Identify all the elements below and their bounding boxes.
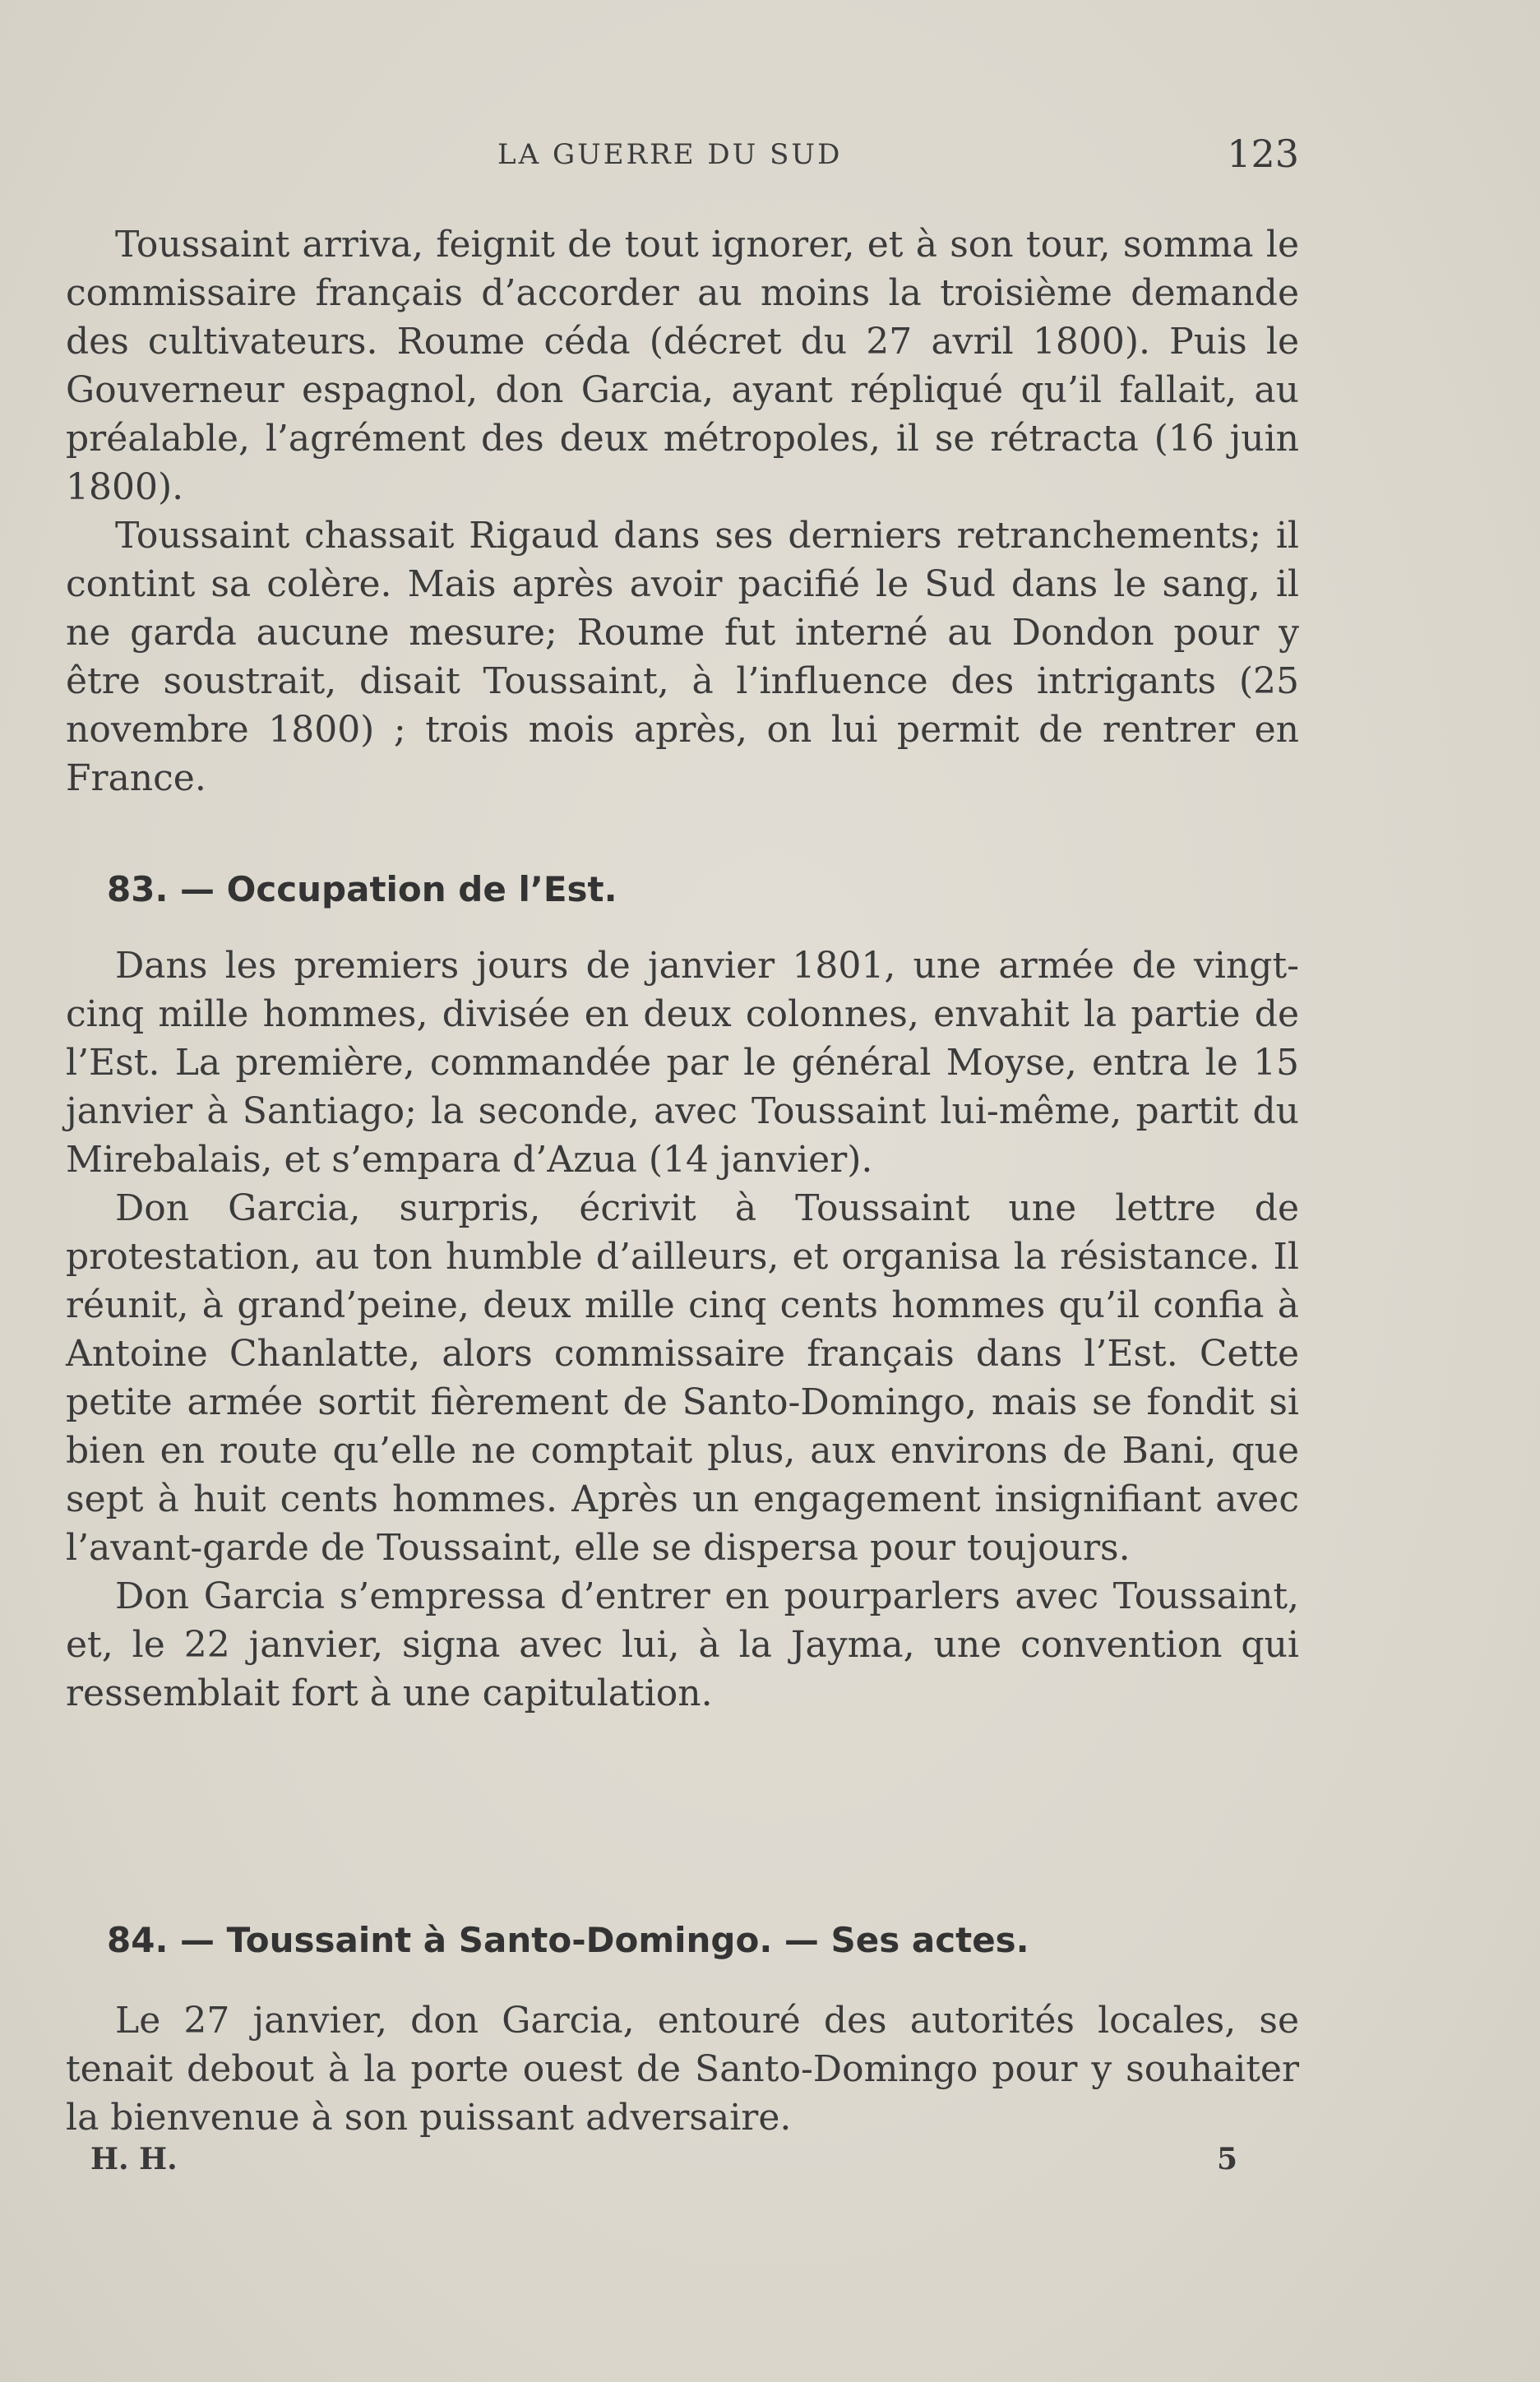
paragraph: Don Garcia, surpris, écrivit à Toussaint une lettre de protestation, au ton humble d’ailleurs, et organisa la résistance. Il réunit, à grand’peine, deux mille cinq cents hommes qu’il confia à Antoine Chanlatte, alors commissaire français dans l’Est. Cette petite armée sortit fièrement de Santo-Domingo, mais se fondit si bien en route qu’elle ne comptait plus, aux environs de Bani, que sept à huit cents hommes. Après un engagement insignifiant avec l’avant-garde de Toussaint, elle se dispersa pour toujours. (66, 1187, 1299, 1569)
section-83-body (66, 941, 1299, 1718)
paragraph: Le 27 janvier, don Garcia, entouré des autorités locales, se tenait debout à la porte ouest de Santo-Domingo pour y souhaiter la bienvenue à son puissant adversaire. (66, 2000, 1299, 2139)
section-heading: 84. — Toussaint à Santo-Domingo. — Ses actes. (107, 1920, 1029, 1960)
section-84-heading-block (66, 1916, 1299, 1964)
page-footer (90, 2142, 1242, 2183)
paragraph: Toussaint chassait Rigaud dans ses derniers retranchements; il contint sa colère. Mais après avoir pacifié le Sud dans le sang, il ne garda aucune mesure; Roume fut interné au Dondon pour y être soustrait, disait Toussaint, à l’influence des intrigants (25 novembre 1800) ; trois mois après, on lui permit de rentrer en France. (66, 515, 1299, 799)
paragraph: Dans les premiers jours de janvier 1801, une armée de vingt-cinq mille hommes, divisée en deux colonnes, envahit la partie de l’Est. La première, commandée par le général Moyse, entra le 15 janvier à Santiago; la seconde, avec Toussaint lui-même, partit du Mirebalais, et s’empara d’Azua (14 janvier). (66, 945, 1299, 1181)
section-heading: 83. — Occupation de l’Est. (107, 869, 617, 909)
section-83-heading-block (66, 865, 1299, 913)
page-header (66, 132, 1299, 181)
sheet-number: 5 (1217, 2142, 1238, 2176)
paragraph: Don Garcia s’empressa d’entrer en pourparlers avec Toussaint, et, le 22 janvier, signa avec lui, à la Jayma, une convention qui ressemblait fort à une capitulation. (66, 1575, 1299, 1714)
paragraph: Toussaint arriva, feignit de tout ignorer, et à son tour, somma le commissaire français d’accorder au moins la troisième demande des cultivateurs. Roume céda (décret du 27 avril 1800). Puis le Gouverneur espagnol, don Garcia, ayant répliqué qu’il fallait, au préalable, l’agrément des deux métropoles, il se rétracta (16 juin 1800). (66, 224, 1299, 508)
section-84-body (66, 1996, 1299, 2142)
signature-mark: H. H. (90, 2142, 178, 2176)
running-head: LA GUERRE DU SUD (497, 138, 843, 171)
page-number: 123 (1227, 132, 1299, 176)
text-block-intro (66, 220, 1299, 802)
